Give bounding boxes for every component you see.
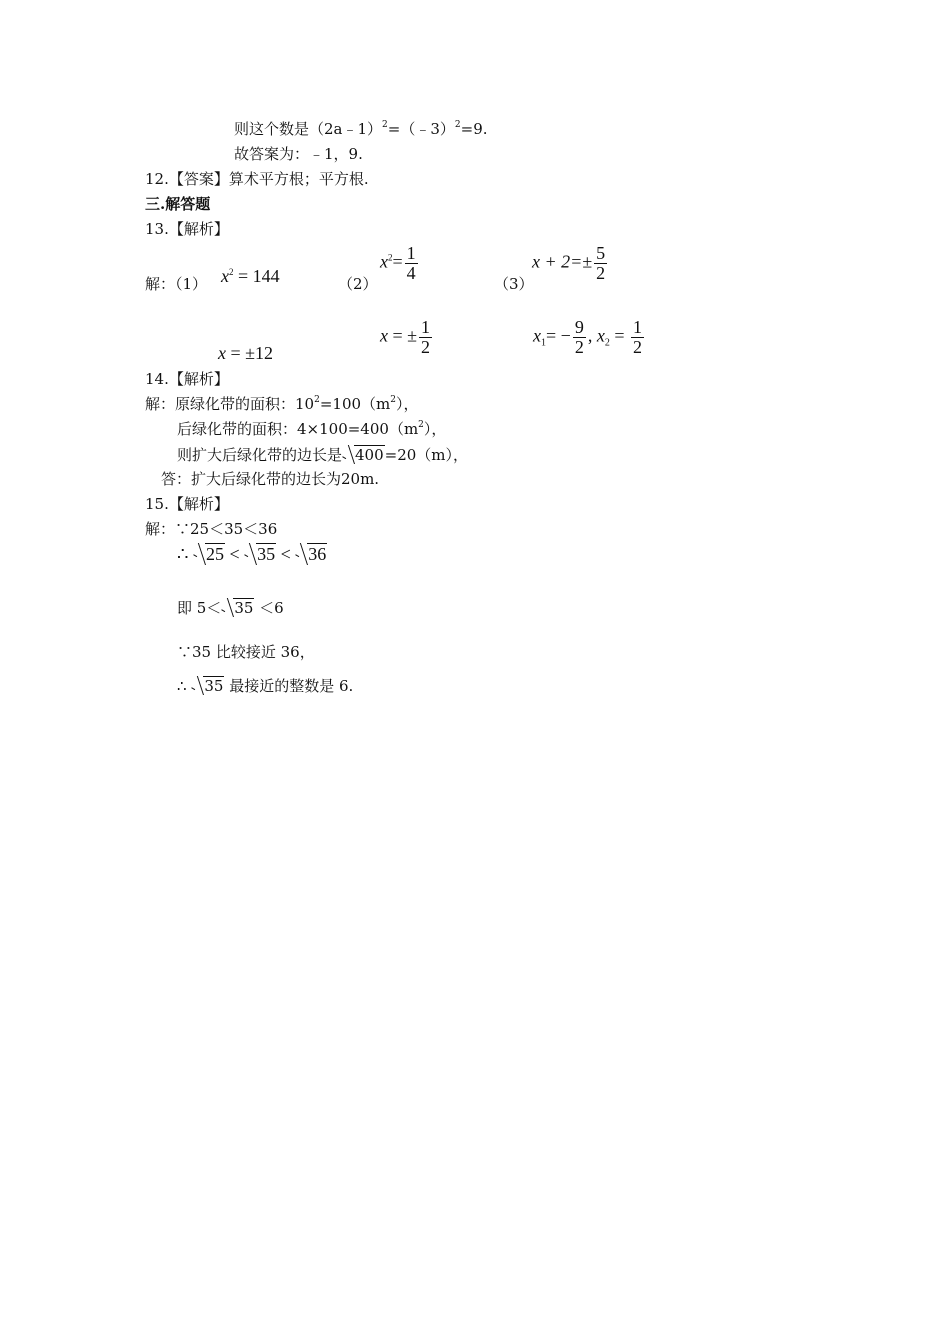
- equation-2a: [380, 244, 420, 283]
- answer-line-1: [234, 120, 488, 138]
- sqrt-symbol: [191, 676, 224, 695]
- fraction: [631, 318, 644, 357]
- denominator: 2: [574, 337, 584, 357]
- text: 后绿化带的面积：4×100=400（m: [177, 420, 419, 438]
- question-12: 12.【答案】算术平方根；平方根.: [145, 170, 369, 188]
- therefore-symbol: ∴: [177, 544, 189, 564]
- text: =9.: [460, 120, 488, 138]
- q13-part-2-label: （2）: [338, 275, 378, 293]
- q15-line-4: ∵35 比较接近 36，: [177, 643, 315, 661]
- text: 即 5＜: [177, 599, 222, 617]
- radicand: 35: [234, 599, 254, 617]
- equation-2b: [380, 318, 434, 357]
- sqrt-symbol: [193, 543, 225, 565]
- superscript: 2: [454, 120, 461, 130]
- text: ,: [587, 325, 597, 346]
- text: =: [609, 325, 629, 346]
- text: x + 2=±: [532, 251, 593, 272]
- equation-3a: [532, 244, 609, 283]
- text: = 144: [233, 266, 280, 286]
- fraction: [405, 244, 418, 283]
- question-14: 14.【解析】: [145, 370, 229, 388]
- text: ），: [423, 420, 447, 438]
- text: 最接近的整数是 6.: [224, 677, 354, 695]
- text: = −: [546, 325, 571, 346]
- radicand: 25: [205, 544, 224, 564]
- text: ＜6: [254, 599, 284, 617]
- q15-line-3: [177, 598, 284, 617]
- numerator: 5: [596, 243, 606, 263]
- numerator: 9: [574, 317, 584, 337]
- sqrt-symbol: [221, 598, 254, 617]
- variable: x: [221, 266, 229, 286]
- variable: x: [533, 325, 541, 346]
- variable: x: [380, 251, 388, 272]
- text: =100（m: [319, 395, 391, 413]
- q15-line-2: [177, 543, 327, 565]
- text: 解：原绿化带的面积：10: [145, 395, 315, 413]
- answer-line-2: 故答案为：﹣1，9.: [234, 145, 363, 163]
- radicand: 35: [257, 544, 276, 564]
- exponent: 2: [388, 252, 393, 263]
- denominator: 4: [406, 263, 416, 283]
- denominator: 2: [632, 337, 642, 357]
- text: 则扩大后绿化带的边长是: [177, 446, 343, 464]
- numerator: 1: [632, 317, 642, 337]
- q15-line-1: 解：∵25＜35＜36: [145, 520, 278, 538]
- text: = ±12: [226, 343, 274, 363]
- subscript: 2: [604, 337, 610, 349]
- superscript: 2: [418, 420, 424, 430]
- superscript: 2: [314, 395, 320, 405]
- q14-line-4: 答：扩大后绿化带的边长为20m.: [161, 470, 380, 488]
- text: = ±: [388, 325, 418, 346]
- q14-line-3: [177, 445, 468, 464]
- numerator: 1: [406, 243, 416, 263]
- question-15: 15.【解析】: [145, 495, 229, 513]
- sqrt-symbol: [342, 445, 385, 464]
- superscript: 2: [390, 395, 396, 405]
- text: 则这个数是（2a﹣1）: [234, 120, 383, 138]
- radicand: 36: [308, 544, 327, 564]
- q14-line-2: [177, 420, 446, 438]
- sqrt-symbol: [295, 543, 327, 565]
- denominator: 2: [421, 337, 431, 357]
- numerator: 1: [421, 317, 431, 337]
- exponent: 2: [229, 267, 234, 277]
- q14-line-1: [145, 395, 419, 413]
- superscript: 2: [382, 120, 388, 130]
- section-heading: 三.解答题: [145, 195, 211, 213]
- equation-3b: [533, 318, 646, 357]
- radicand: 35: [204, 677, 224, 695]
- therefore-symbol: ∴: [177, 677, 187, 695]
- text: ），: [396, 395, 419, 413]
- q13-part-3-label: （3）: [494, 275, 534, 293]
- question-13: 13.【解析】: [145, 220, 229, 238]
- text: =20（m），: [384, 446, 469, 464]
- sqrt-symbol: [244, 543, 276, 565]
- radicand: 400: [355, 446, 384, 464]
- q15-line-5: [177, 676, 353, 695]
- text: =（﹣3）: [387, 120, 455, 138]
- text: <: [276, 544, 296, 564]
- fraction: [573, 318, 586, 357]
- fraction: [419, 318, 432, 357]
- equation-1a: [221, 266, 280, 287]
- equation-1b: [218, 343, 273, 364]
- denominator: 2: [596, 263, 606, 283]
- text: <: [224, 544, 245, 564]
- subscript: 1: [541, 337, 546, 349]
- fraction: [594, 244, 607, 283]
- q13-solution-label: 解：（1）: [145, 275, 208, 293]
- variable: x: [596, 325, 605, 346]
- text: =: [392, 251, 403, 272]
- variable: x: [218, 343, 226, 363]
- variable: x: [380, 325, 388, 346]
